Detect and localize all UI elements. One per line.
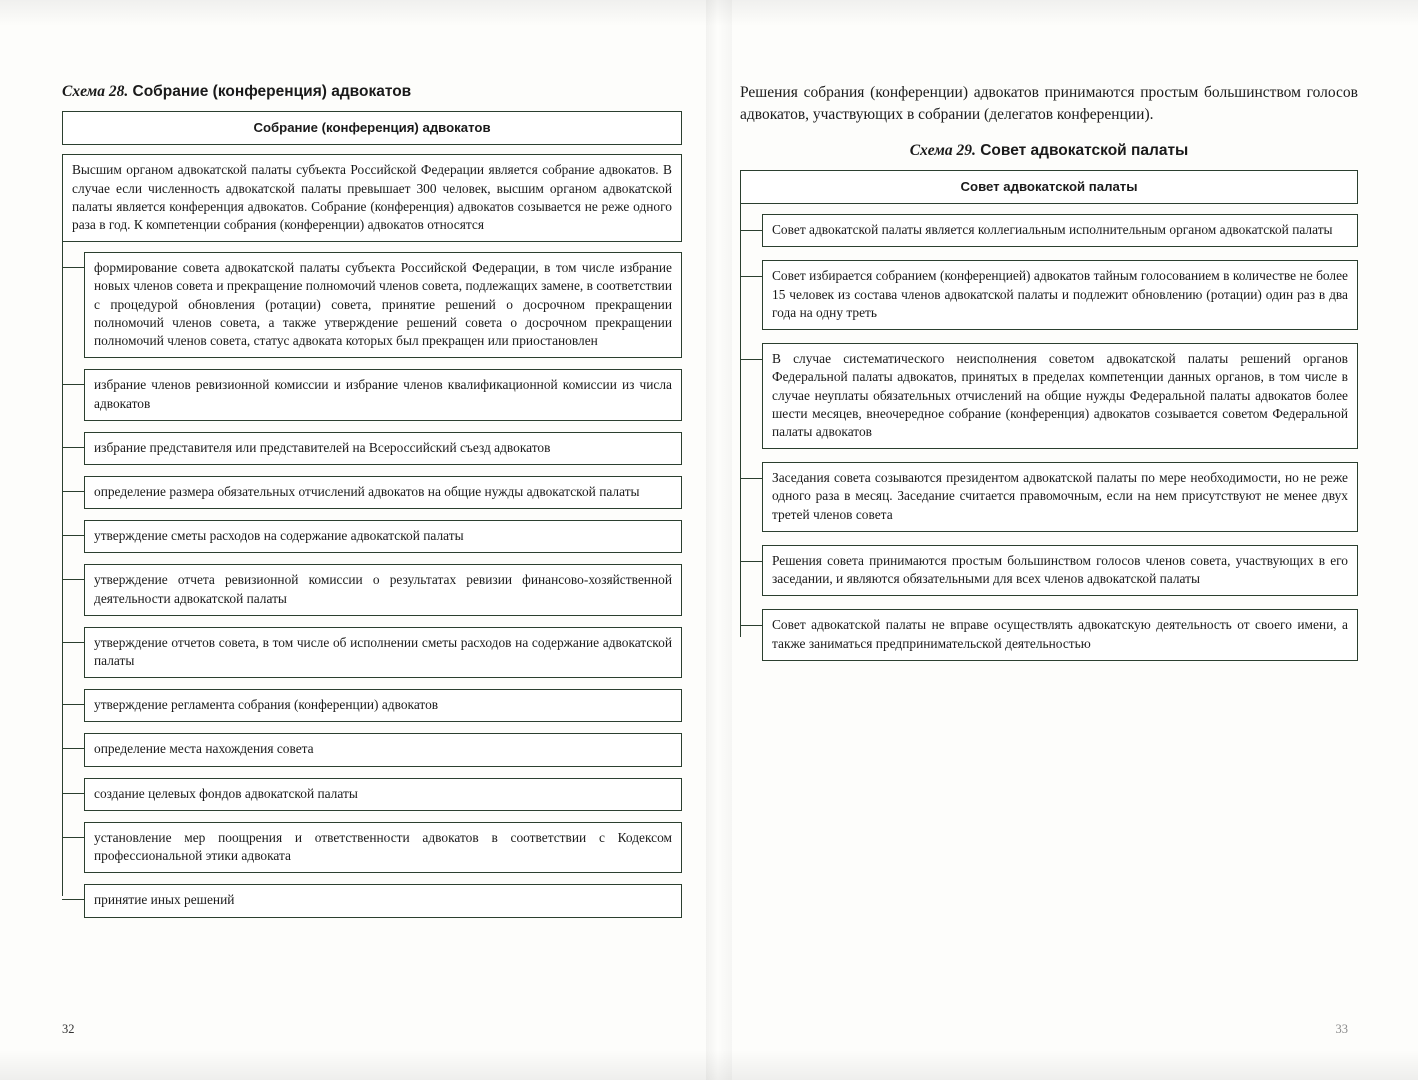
list-item: Заседания совета созываются президентом адвокатской палаты по мере необходимости, но не реже одного раза в месяц. Заседание считается правомочным, если на нем присутствуют не менее двух третей членов совета (762, 462, 1358, 532)
list-item: создание целевых фондов адвокатской палаты (84, 778, 682, 811)
scheme-28-intro-box: Высшим органом адвокатской палаты субъекта Российской Федерации является собрание адвокатов. В случае если численность адвокатской палаты превышает 300 человек, высшим органом адвокатской палаты является конференция адвокатов. Собрание (конференция) адвокатов созывается не реже одного раза в год. К компетенции собрания (конференции) адвокатов относятся (62, 154, 682, 242)
list-item: утверждение регламента собрания (конференции) адвокатов (84, 689, 682, 722)
scheme-29-items-tree (740, 214, 1358, 661)
list-item: В случае систематического неисполнения советом адвокатской палаты решений органов Федеральной палаты адвокатов, принятых в пределах компетенции данных органов, в том числе в случае неуплаты обязательных отчислений на общие нужды Федеральной палаты адвокатов более шести месяцев, внеочередное собрание (конференция) адвокатов созывается советом Федеральной палаты адвокатов (762, 343, 1358, 449)
list-item: утверждение отчета ревизионной комиссии о результатах ревизии финансово-хозяйственной деятельности адвокатской палаты (84, 564, 682, 615)
page-number-right: 33 (1335, 1022, 1348, 1036)
scheme-29-title (740, 141, 1358, 160)
list-item: формирование совета адвокатской палаты субъекта Российской Федерации, в том числе избрание новых членов совета и прекращение полномочий членов совета, подлежащих замене, в соответствии с процедурой обновления (ротации) совета, принятие решений о досрочном прекращении полномочий членов совета, а также утверждение решений совета о досрочном прекращении полномочий членов совета, статус адвоката которых был прекращен или приостановлен (84, 252, 682, 358)
scheme-29-label: Схема 29. (909, 141, 976, 159)
list-item: принятие иных решений (84, 884, 682, 917)
page-bottom-shading (0, 1050, 1418, 1080)
list-item: утверждение сметы расходов на содержание адвокатской палаты (84, 520, 682, 553)
list-item: определение места нахождения совета (84, 733, 682, 766)
scheme-28-title (62, 82, 682, 101)
book-spine-shadow (706, 0, 732, 1080)
scheme-28-label: Схема 28. (62, 83, 129, 100)
list-item: избрание членов ревизионной комиссии и избрание членов квалификационной комиссии из числа адвокатов (84, 369, 682, 420)
scheme-28-items-tree (62, 252, 682, 917)
list-item: избрание представителя или представителей на Всероссийский съезд адвокатов (84, 432, 682, 465)
list-item: установление мер поощрения и ответственности адвокатов в соответствии с Кодексом профессиональной этики адвоката (84, 822, 682, 873)
list-item: утверждение отчетов совета, в том числе об исполнении сметы расходов на содержание адвокатской палаты (84, 627, 682, 678)
scheme-29-header-box: Совет адвокатской палаты (740, 170, 1358, 204)
list-item: Решения совета принимаются простым большинством голосов членов совета, участвующих в его заседании, и являются обязательными для всех членов адвокатской палаты (762, 545, 1358, 596)
page-top-shading (0, 0, 1418, 26)
left-column (62, 82, 682, 918)
scheme-29-name: Совет адвокатской палаты (980, 141, 1189, 159)
intro-paragraph: Решения собрания (конференции) адвокатов принимаются простым большинством голосов адвокатов, участвующих в собрании (делегатов конференции). (740, 84, 1358, 124)
list-item: Совет избирается собранием (конференцией) адвокатов тайным голосованием в количестве не более 15 человек из состава членов адвокатской палаты и подлежит обновлению (ротации) один раз в два года на одну треть (762, 260, 1358, 330)
list-item: Совет адвокатской палаты является коллегиальным исполнительным органом адвокатской палаты (762, 214, 1358, 247)
scheme-28-header-box: Собрание (конференция) адвокатов (62, 111, 682, 145)
scheme-28-name: Собрание (конференция) адвокатов (132, 83, 412, 100)
page-number-left: 32 (62, 1022, 75, 1036)
list-item: определение размера обязательных отчислений адвокатов на общие нужды адвокатской палаты (84, 476, 682, 509)
list-item: Совет адвокатской палаты не вправе осуществлять адвокатскую деятельность от своего имени, а также заниматься предпринимательской деятельностью (762, 609, 1358, 660)
right-column (740, 82, 1358, 661)
